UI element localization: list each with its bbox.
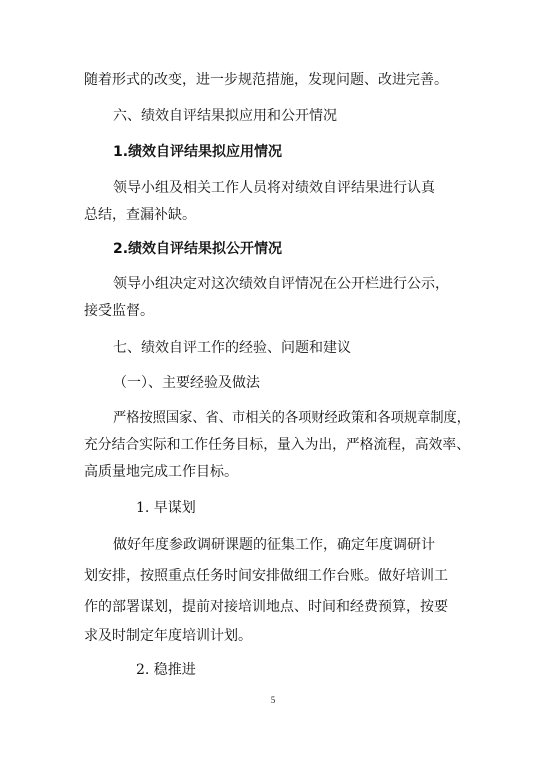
paragraph-application-line-2: 总结，查漏补缺。 (84, 207, 196, 223)
paragraph-experience-line-2: 充分结合实际和工作任务目标，量入为出，严格流程，高效率、 (84, 437, 471, 453)
item-heading-early-planning: 1. 早谋划 (136, 500, 196, 516)
section-heading-seven: 七、绩效自评工作的经验、问题和建议 (113, 340, 351, 356)
paragraph-disclosure-line-1: 领导小组决定对这次绩效自评情况在公开栏进行公示， (113, 276, 449, 292)
paragraph-planning-line-1: 做好年度参政调研课题的征集工作，确定年度调研计 (113, 537, 435, 553)
paragraph-disclosure-line-2: 接受监督。 (84, 303, 154, 319)
subsection-heading-experience: （一）、主要经验及做法 (113, 375, 260, 391)
page-number: 5 (270, 695, 276, 705)
subheading-disclosure: 2.绩效自评结果拟公开情况 (113, 241, 283, 257)
paragraph-planning-line-4: 求及时制定年度培训计划。 (84, 628, 252, 644)
paragraph-planning-line-3: 作的部署谋划，提前对接培训地点、时间和经费预算，按要 (84, 599, 448, 615)
paragraph-experience-line-3: 高质量地完成工作目标。 (84, 464, 238, 480)
section-heading-six: 六、绩效自评结果拟应用和公开情况 (113, 108, 337, 124)
subheading-application: 1.绩效自评结果拟应用情况 (113, 144, 283, 160)
paragraph-application-line-1: 领导小组及相关工作人员将对绩效自评结果进行认真 (113, 180, 435, 196)
paragraph-continuation: 随着形式的改变，进一步规范措施，发现问题、改进完善。 (84, 72, 448, 88)
paragraph-planning-line-2: 划安排，按照重点任务时间安排做细工作台账。做好培训工 (84, 568, 448, 584)
item-heading-steady-progress: 2. 稳推进 (136, 662, 196, 678)
paragraph-experience-line-1: 严格按照国家、省、市相关的各项财经政策和各项规章制度， (113, 410, 470, 426)
